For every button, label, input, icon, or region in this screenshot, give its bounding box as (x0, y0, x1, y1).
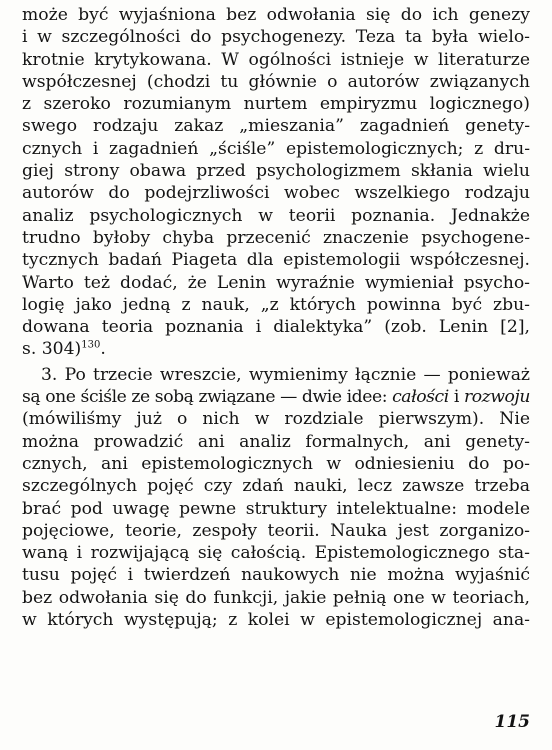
text-line: autorów do podejrzliwości wobec wszelkiego rodzaju (22, 183, 530, 204)
text-line: brać pod uwagę pewne struktury intelektualne: modele (22, 498, 530, 519)
text-line: tusu pojęć i twierdzeń naukowych nie można wyjaśnić (22, 565, 530, 586)
text-fragment: s. 304) (22, 339, 82, 360)
text-line: i w szczególności do psychogenezy. Teza ta była wielo- (22, 27, 530, 48)
text-line-final (22, 338, 530, 360)
text-line: (mówiliśmy już o nich w rozdziale pierwszym). Nie (22, 409, 530, 430)
text-line: współczesnej (chodzi tu głównie o autorów związanych (22, 71, 530, 92)
text-line: krotnie krytykowana. W ogólności istnieje w literaturze (22, 49, 530, 70)
text-line: tycznych badań Piageta dla epistemologii współczesnej. (22, 250, 530, 271)
page-number: 115 (494, 712, 530, 732)
text-line: bez odwołania się do funkcji, jakie pełnią one w teoriach, (22, 587, 530, 608)
paragraph-genesis (22, 4, 530, 361)
text-line: można prowadzić ani analiz formalnych, ani genety- (22, 431, 530, 452)
text-line: trudno byłoby chyba przecenić znaczenie psychogene- (22, 227, 530, 248)
text-line: analiz psychologicznych w teorii poznania. Jednakże (22, 205, 530, 226)
text-line: swego rodzaju zakaz „mieszania” zagadnień genety- (22, 116, 530, 137)
text-line: szczególnych pojęć czy zdań nauki, lecz zawsze trzeba (22, 476, 530, 497)
text-fragment: i (448, 387, 464, 408)
italic-term-development: rozwoju (463, 387, 530, 408)
text-line: Warto też dodać, że Lenin wyraźnie wymieniał psycho- (22, 272, 530, 293)
text-line: waną i rozwijającą się całością. Epistemologicznego sta- (22, 543, 530, 564)
body-text (22, 4, 530, 631)
paragraph-whole-and-development (22, 364, 530, 632)
text-line: giej strony obawa przed psychologizmem skłania wielu (22, 161, 530, 182)
text-line: może być wyjaśniona bez odwołania się do ich genezy (22, 5, 530, 25)
text-line: pojęciowe, teorie, zespoły teorii. Nauka jest zorganizo- (22, 520, 530, 541)
text-fragment: są one ściśle ze sobą związane — dwie idee: (22, 387, 393, 408)
text-line: logię jako jedną z nauk, „z których powinna być zbu- (22, 294, 530, 315)
text-line: z szeroko rozumianym nurtem empiryzmu logicznego) (22, 94, 530, 115)
text-line: cznych, ani epistemologicznych w odniesieniu do po- (22, 453, 530, 474)
italic-term-whole: całości (392, 387, 449, 408)
text-fragment: . (100, 339, 106, 360)
text-line-first: 3. Po trzecie wreszcie, wymienimy łącznie — ponieważ (41, 364, 530, 385)
text-line: dowana teoria poznania i dialektyka” (zob. Lenin [2], (22, 317, 530, 338)
text-line-ideas (22, 386, 530, 408)
text-line: cznych i zagadnień „ściśle” epistemologicznych; z dru- (22, 138, 530, 159)
footnote-ref: 130 (81, 339, 101, 351)
text-line: w których występują; z kolei w epistemologicznej ana- (22, 610, 530, 631)
